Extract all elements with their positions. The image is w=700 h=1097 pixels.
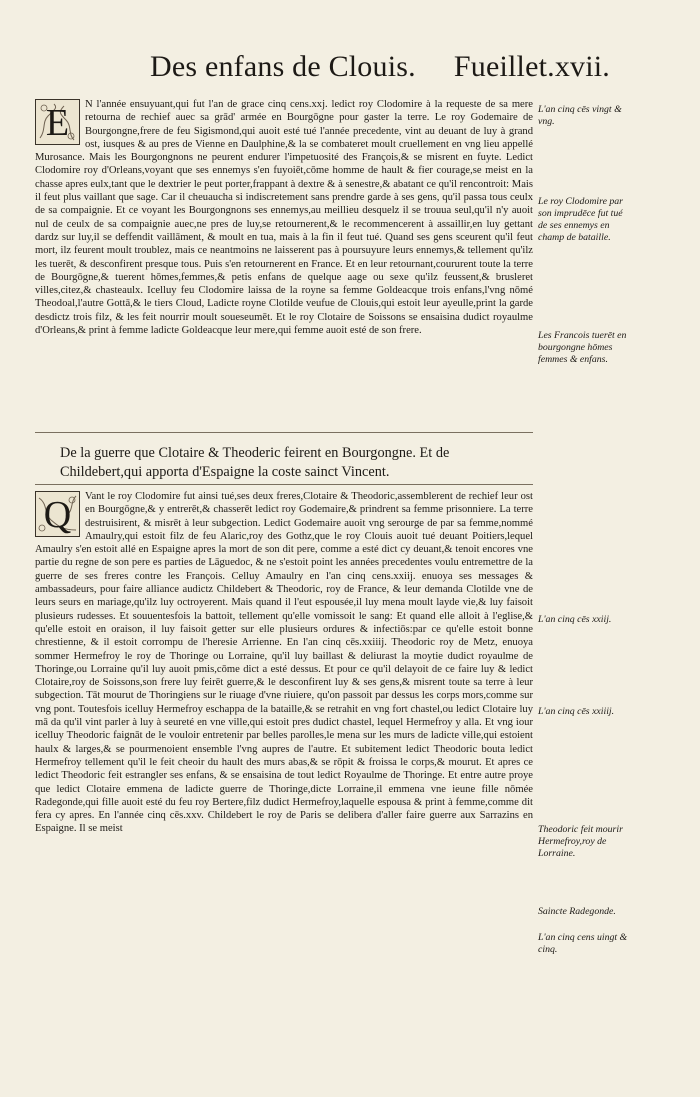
margin-note: Les Francois tuerēt en bourgongne hōmes femmes & enfans. [538,330,627,365]
section-2-text-block [35,490,533,836]
folio-number: Fueillet.xvii. [453,50,610,83]
ornamental-initial-q [35,491,80,537]
section-1-text-block [35,98,533,337]
chapter-heading: De la guerre que Clotaire & Theoderic feirent en Bourgongne. Et de Childebert,qui apporta d'Espaigne la coste sainct Vincent. [60,445,450,480]
initial-letter: Q [43,494,72,536]
section-1-paragraph: N l'année ensuyuant,qui fut l'an de grace cinq cens.xxj. ledict roy Clodomire à la requeste de sa mere retourna de rechief auec sa grād' armée en Bourgōgne pour gaster la terre. Le roy Godemaire de Bourgongne,frere de feu Sigismond,qui auoit esté tué l'année precedente, vint au deuant de luy à grand ost, iusques & au pres de Vienne en Daulphine,& la se combateret moult cruellement en vng lieu appellé Murosance. Mais les Bourgongnons ne peurent endurer l'impetuosité des François,& se misrent en fuyte. Ledict Clodomire roy d'Orleans,voyant que ses ennemys s'en fuyoiēt,cōme homme de hault & fier courage,se meist en la chasse apres eulx,tant que le dextrier le peut porter,frappant à dextre & à senestre,& abatant ce qu'il rencontroit: Mais il feut plus vaillant que sage. Car il cheuaucha si indiscretement sans prendre garde à ses gens, qu'il passa tous ceulx de sa compaignie. Et ce voyant les Bourgongnons ses ennemys,au meillieu desquelz il se trouua seul,qu'il n'y auoit nul de ceulx de sa compaignie auec,ne pres de luy,se retournerent,& le recommencerent à assaillir,en luy gettant dardz sur luy,il se deffendit vaillāment, & moult en tua, mais à la fin il feut tué. Quand ses gens sceurent qu'il feut mort, ilz feurent moult troublez, mais ce neantmoins ne laisserent pas à poursuyure leurs ennemys,& tellement qu'ilz les tuerēt, & desconfirent presque tous. Puis s'en retournerent en France. Et en leur retournant,coururent toute la terre de Bourgōgne,& tuerent hōmes,femmes,& petis enfans de quelque aage ou sexe qu'ilz feussent,& brusleret villes,citez,& chasteaulx. Icelluy feu Clodomire laissa de la royne sa femme Goldeacque trois enfans,l'vng nōmé Theodoal,l'autre Gottā,& le tiers Cloud, Ladicte royne Clotilde veufue de Clouis,qui estoit leur ayeulle,print la garde desdictz trois filz, & les feit nourrir moult soueseumēt. Et le roy Clotaire de Soissons se ensaisina dudict royaulme d'Orleans,& print à femme ladicte Goldeacque leur mere,qui femme auoit esté de son frere. [35,99,533,337]
section-2-paragraph: Vant le roy Clodomire fut ainsi tué,ses deux freres,Clotaire & Theodoric,assemblerent de rechief leur ost en Bourgōgne,& y entrerēt,& chasserēt ledict roy Godemaire,& prindrent sa femme prisonniere. La terre destruisirent, & misrēt à leur subgection. Ledict Godemaire auoit vng serourge de par sa femme,nommé Amaulry,qui estoit filz de feu Alaric,roy des Gothz,que le roy Clouis auoit tué deuant Poitiers,lequel Amaulry s'en estoit allé en Espaigne apres la mort de son dit pere, comme a esté dict cy deuant,& tenoit encores vne partie du regne de son pere es parties de Lāguedoc, & ne s'estoit point les années precedentes voulu entremettre de la guerre de ses freres contre les François. Celluy Amaulry en l'an cinq cens.xxiij. enuoya ses messages & ambassadeurs, pour faire alliance audictz Childebert & Theodoric, roy de France, & leur demanda Clotilde vne de leurs seurs en mariage,qu'ilz luy octroyerent. Mais quand il l'eut espousée,il luy mena moult layde vie,& luy faisoit plusieurs rudesses. Et souuentesfois la battoit, tellement qu'elle vomissoit le sang: Et quand elle alloit à l'eglise,& qu'elle estoit en oraison, il luy faisoit getter sur elle plusieurs ordures & infectiōs:par ce qu'elle estoit bonne chrestienne, & il estoit corrompu de l'heresie Arrienne. En l'an cinq cēs.xxiiij. Theodoric roy de Metz, enuoya sommer Hermefroy le roy de Thoringe ou Lorraine, qu'il luy baillast & deliurast la moytie dudict royaulme de Thoringe,ou Lorraine qu'il luy auoit pmis,cōme dict a esté dessus. Et pour ce qu'il delayoit de ce faire luy & ledict Clotaire,roy de Soissons,son frere luy feirēt guerre,& le desconfirent luy & ses gens,& misrent toute sa terre à leur subgection. Tāt mourut de Thoringiens sur le riuage d'vne riuiere, qu'on passoit par dessus les corps mors,comme sur vng pont. Toutesfois icelluy Hermefroy eschappa de la bataille,& se retrahit en vng fort chastel,ou ledict Clotaire luy mā da qu'il vint parler à luy à seureté en vne ville,qui estoit pres dudict chastel, lequel Hermefroy y alla. Et vng iour icelluy Theodoric faignāt de le vouloir entretenir par belles parolles,le mena sur les murs de ladicte ville,qui estoient haulx & larges,& se pourmenoient ensemble l'vng aupres de l'autre. Et subitement ledict Theodoric bouta ledict Hermefroy tellement qu'il le feit cheoir du hault des murs abas,& se rōpit & froissa le corps,& mourut. Et apres ce ledict Theodoric feit estrangler ses enfans, & se ensaisina de tout ledict Royaulme de Thoringe. Et entre autre proye que ledict Clotaire emmena de ladicte guerre de Thoringe,dicte Lorraine,il emmena vne ieune fille nōmée Radegonde,qui fille auoit esté du feu roy Bertere,filz dudict Hermefroy,laquelle espousa & print à femme,comme dit fera cy apres. En l'année cinq cēs.xxv. Childebert le roy de Paris se delibera d'aller faire guerre aux Sarrazins en Espaigne. Il se meist [35,491,533,835]
page-header [150,50,610,84]
margin-note: Saincte Radegonde. [538,906,616,917]
ornamental-initial-e [35,99,80,145]
initial-letter: E [45,102,70,144]
margin-note: L'an cinq cēs xxiiij. [538,706,615,717]
running-title: Des enfans de Clouis. [150,50,416,83]
margin-note: L'an cinq cens uingt & cinq. [538,932,628,955]
margin-note: Le roy Clodomire par son imprudēce fut tué de ses ennemys en champ de bataille. [538,196,623,243]
margin-note: L'an cinq cēs xxiij. [538,614,612,625]
divider-rule [35,432,533,433]
margin-note: L'an cinq cēs vingt & vng. [538,104,622,127]
margin-note: Theodoric feit mourir Hermefroy,roy de Lorraine. [538,824,623,859]
divider-rule [35,484,533,485]
